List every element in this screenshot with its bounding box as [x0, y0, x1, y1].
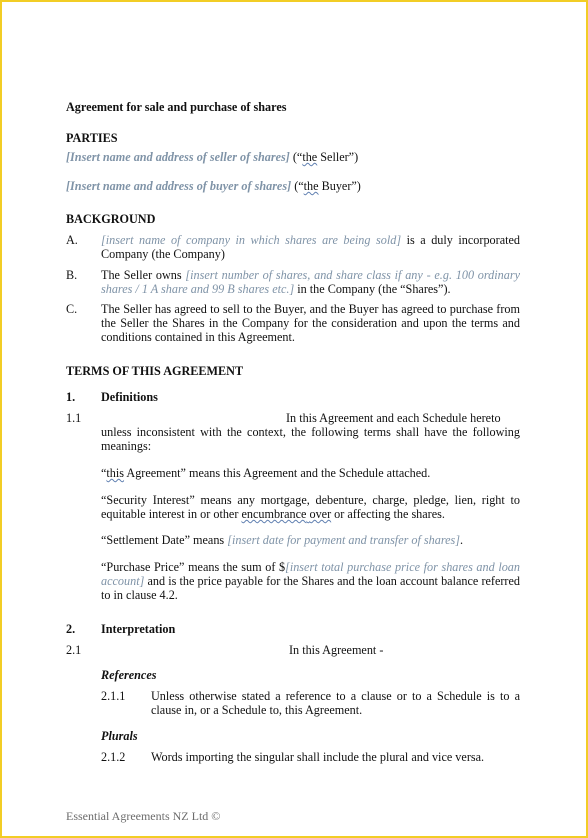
clause-1-1-lead: In this Agreement and each Schedule hereto — [286, 411, 501, 425]
background-letter-c: C. — [66, 302, 78, 316]
buyer-line — [66, 179, 361, 194]
background-item-c: The Seller has agreed to sell to the Buyer, and the Buyer has agreed to purchase from the Seller the Shares in the Company for the consideration and upon the terms and conditions contained in this Agreement. — [101, 302, 520, 344]
def-security-pre: “Security Interest” means any mortgage, debenture, charge, pledge, lien, right to equitable interest in or other — [101, 493, 520, 521]
interpretation-number: 2. — [66, 622, 76, 636]
seller-line — [66, 150, 358, 165]
seller-placeholder[interactable]: [Insert name and address of seller of shares] — [66, 150, 290, 164]
def-settlement-post: . — [460, 533, 464, 547]
background-item-b — [101, 268, 520, 296]
plurals-heading: Plurals — [101, 729, 138, 743]
settlement-date-placeholder[interactable]: [insert date for payment and transfer of shares] — [227, 533, 461, 547]
def-security-encumbrance: encumbrance — [241, 507, 307, 521]
clause-2-1-1-text: Unless otherwise stated a reference to a clause or to a Schedule is to a clause in, or a Schedule to, this Agreement. — [151, 689, 520, 717]
seller-the: the — [302, 150, 318, 164]
background-item-b-post: in the Company (the “Shares”). — [294, 282, 451, 296]
background-letter-b: B. — [66, 268, 78, 282]
buyer-placeholder[interactable]: [Insert name and address of buyer of shares] — [66, 179, 292, 193]
interpretation-heading: Interpretation — [101, 622, 176, 636]
seller-open: (“ — [289, 150, 303, 164]
def-agreement-rest: Agreement” means this Agreement and the Schedule attached. — [124, 466, 431, 480]
purchase-price-placeholder[interactable]: [insert total purchase price for shares and loan account] — [101, 560, 520, 588]
background-item-a-text: is a duly incorporated Company (the Company) — [101, 233, 520, 261]
clause-1-1-number: 1.1 — [66, 411, 82, 425]
document-title: Agreement for sale and purchase of shares — [66, 100, 287, 114]
references-heading: References — [101, 668, 157, 682]
parties-heading: PARTIES — [66, 131, 118, 145]
terms-heading: TERMS OF THIS AGREEMENT — [66, 364, 244, 378]
def-price-pre: “Purchase Price” means the sum of $ — [101, 560, 286, 574]
footer-copyright: Essential Agreements NZ Ltd © — [66, 809, 221, 823]
buyer-open: (“ — [291, 179, 304, 193]
definitions-number: 1. — [66, 390, 76, 404]
def-agreement-this: this — [106, 466, 125, 480]
definitions-heading: Definitions — [101, 390, 158, 404]
definition-purchase-price — [101, 560, 520, 602]
definition-agreement — [101, 466, 430, 481]
buyer-rest: Buyer”) — [318, 179, 361, 193]
clause-2-1-lead: In this Agreement - — [289, 643, 384, 657]
background-item-a — [101, 233, 520, 261]
def-security-post: or affecting the shares. — [331, 507, 445, 521]
background-heading: BACKGROUND — [66, 212, 156, 226]
def-security-over: over — [309, 507, 332, 521]
shares-placeholder[interactable]: [insert number of shares, and share class if any - e.g. 100 ordinary shares / 1 A share and 99 B shares etc.] — [101, 268, 521, 296]
background-item-b-pre: The Seller owns — [101, 268, 186, 282]
clause-2-1-1-number: 2.1.1 — [101, 689, 126, 703]
buyer-the: the — [303, 179, 319, 193]
background-letter-a: A. — [66, 233, 78, 247]
company-placeholder[interactable]: [insert name of company in which shares are being sold] — [101, 233, 402, 247]
definition-security-interest — [101, 493, 520, 521]
clause-2-1-2-number: 2.1.2 — [101, 750, 126, 764]
def-agreement-open: “ — [101, 466, 107, 480]
def-price-post: and is the price payable for the Shares and the loan account balance referred to in clause 4.2. — [101, 574, 520, 602]
clause-2-1-number: 2.1 — [66, 643, 82, 657]
seller-rest: Seller”) — [317, 150, 359, 164]
clause-1-1-text: unless inconsistent with the context, the following terms shall have the following meanings: — [101, 425, 520, 453]
definition-settlement-date — [101, 533, 463, 548]
def-settlement-pre: “Settlement Date” means — [101, 533, 228, 547]
clause-2-1-2-text: Words importing the singular shall include the plural and vice versa. — [151, 750, 485, 764]
